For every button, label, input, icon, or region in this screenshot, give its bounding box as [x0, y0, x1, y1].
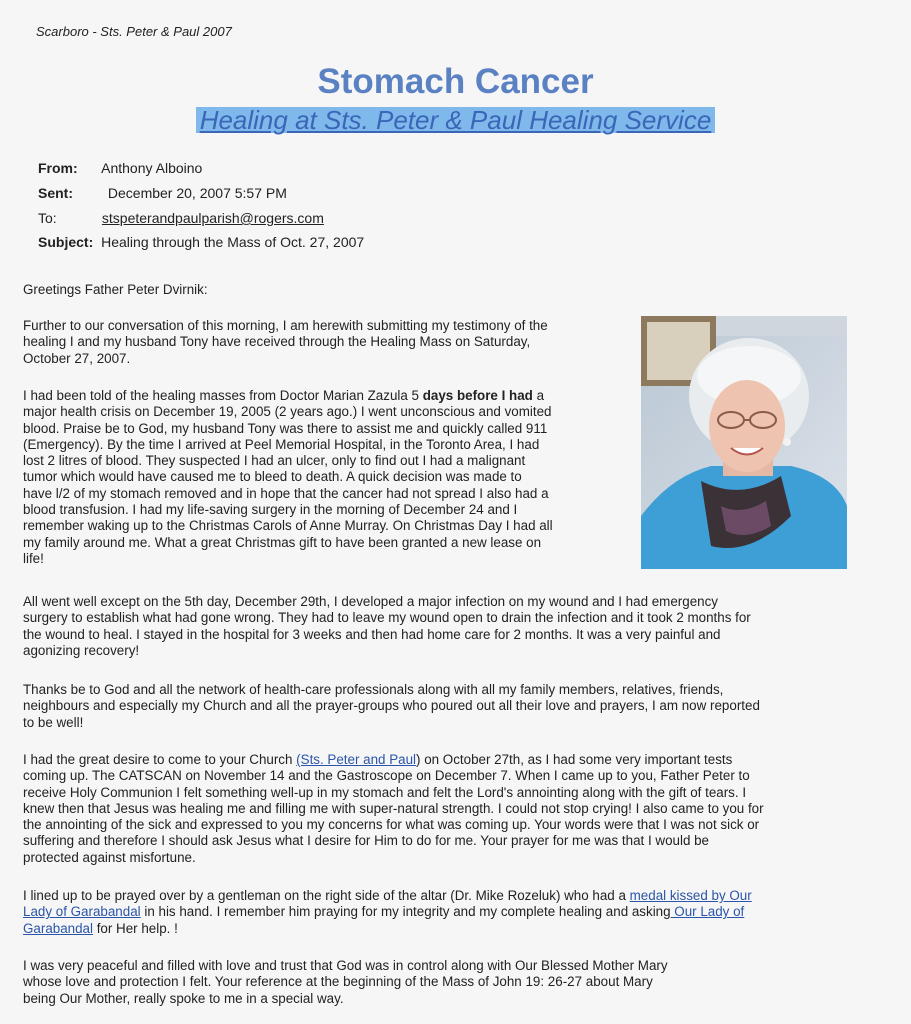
subject-value: Healing through the Mass of Oct. 27, 2007	[101, 234, 365, 250]
p2-line-first	[23, 388, 638, 404]
portrait-photo	[641, 316, 847, 569]
garabandal-link[interactable]: Our Lady of	[670, 904, 745, 920]
portrait-illustration	[641, 316, 847, 569]
header-note: Scarboro - Sts. Peter & Paul 2007	[36, 24, 232, 39]
p2-line: tumor which would have caused me to bleed to death. A quick decision was made to	[23, 469, 522, 485]
to-value[interactable]: stspeterandpaulparish@rogers.com	[101, 210, 324, 226]
p7-line: whose love and protection I felt. Your reference at the beginning of the Mass of John 19: 26-27 about Mary	[23, 974, 653, 990]
p2-text: I had been told of the healing masses from Doctor Marian Zazula 5	[23, 388, 423, 403]
p2-line: (Emergency). By the time I arrived at Peel Memorial Hospital, in the Toronto Area, I had	[23, 436, 540, 452]
p2-line: my family around me. What a great Christmas gift to have been granted a new lease on	[23, 534, 542, 550]
p2-text: a	[532, 388, 545, 403]
subtitle-container	[0, 107, 911, 134]
p6-line-1	[23, 888, 893, 904]
paragraph-3	[23, 594, 893, 659]
p5-line-first	[23, 752, 893, 768]
p3-line: All went well except on the 5th day, December 29th, I developed a major infection on my wound and I had emergency	[23, 594, 718, 609]
from-label: From:	[38, 160, 78, 176]
p2-line: blood transfusion. I had my life-saving surgery in the morning of December 24 and I	[23, 502, 518, 518]
p5-line: the annointing of the sick and expressed to you my concerns for what was coming up. Your words were that I was not sick or	[23, 817, 760, 833]
paragraph-7	[23, 958, 893, 1007]
p1-line: healing I and my husband Tony have received through the Healing Mass on Saturday,	[23, 334, 531, 350]
paragraph-4	[23, 682, 893, 731]
p1-line: Further to our conversation of this morning, I am herewith submitting my testimony of the	[23, 318, 548, 333]
from-value: Anthony Alboino	[101, 160, 203, 176]
greeting: Greetings Father Peter Dvirnik:	[23, 282, 208, 297]
sent-label: Sent:	[38, 185, 73, 201]
medal-link-continued[interactable]: Lady of Garabandal	[23, 904, 141, 920]
paragraph-5	[23, 752, 893, 866]
p2-line: lost 2 litres of blood. They suspected I had an ulcer, only to find out I had a malignant	[23, 453, 526, 469]
p4-line: neighbours and especially my Church and all the prayer-groups who poured out all their love and prayers, I am now reported	[23, 698, 760, 714]
paragraph-1	[23, 318, 633, 367]
page-title: Stomach Cancer	[317, 62, 594, 101]
subject-label: Subject:	[38, 234, 94, 250]
paragraph-6	[23, 888, 893, 937]
p2-line: major health crisis on December 19, 2005 (2 years ago.) I went unconscious and vomited	[23, 404, 552, 420]
p3-line: the wound to heal. I stayed in the hospital for 3 weeks and then had home care for 2 months. It was a very painful and	[23, 626, 721, 642]
p5-text: I had the great desire to come to your Church	[23, 752, 297, 767]
p4-line: to be well!	[23, 714, 84, 730]
p6-line-2	[23, 904, 893, 920]
email-from-row	[38, 160, 202, 176]
p5-line: receive Holy Communion I felt something well-up in my stomach and felt the Lord's annointing along with the gift of tears. I	[23, 784, 747, 800]
p6-line-3	[23, 921, 893, 937]
p2-line: have l/2 of my stomach removed and in hope that the cancer had not spread I also had a	[23, 485, 549, 501]
p6-text: for Her help. !	[92, 920, 178, 936]
email-sent-row	[38, 185, 287, 201]
page-subtitle: Healing at Sts. Peter & Paul Healing Service	[196, 107, 716, 133]
p2-bold-text: days before I had	[422, 388, 533, 403]
p2-line: blood. Praise be to God, my husband Tony was there to assist me and quickly called 911	[23, 420, 548, 436]
email-to-row	[38, 210, 324, 226]
p5-text: ) on October 27th, as I had some very important tests	[416, 752, 733, 767]
sent-value: December 20, 2007 5:57 PM	[107, 185, 287, 201]
p2-line: life!	[23, 550, 44, 566]
to-label: To:	[38, 210, 57, 226]
p6-text: in his hand. I remember him praying for my integrity and my complete healing and asking	[140, 904, 671, 920]
p6-text: I lined up to be prayed over by a gentleman on the right side of the altar (Dr. Mike Rozeluk) who had a	[23, 888, 630, 903]
p3-line: agonizing recovery!	[23, 642, 140, 658]
p7-line: I was very peaceful and filled with love and trust that God was in control along with Our Blessed Mother Mary	[23, 958, 668, 973]
p4-line: Thanks be to God and all the network of health-care professionals along with all my family members, relatives, friends,	[23, 682, 724, 697]
p7-line: being Our Mother, really spoke to me in a special way.	[23, 990, 344, 1006]
p2-line: remember waking up to the Christmas Carols of Anne Murray. On Christmas Day I had all	[23, 518, 553, 534]
p5-line: suffering and therefore I should ask Jesus what I desire for Him to do for me. Your prayer for me was that I would be	[23, 833, 710, 849]
paragraph-2	[23, 388, 638, 567]
garabandal-link-continued[interactable]: Garabandal	[23, 920, 93, 936]
p1-line: October 27, 2007.	[23, 350, 131, 366]
p5-line: knew then that Jesus was healing me and filling me with super-natural strength. I could not stop crying! I also came to you for	[23, 800, 764, 816]
p3-line: surgery to establish what had gone wrong. They had to leave my wound open to drain the infection and it took 2 months for	[23, 610, 751, 626]
p5-line: protected against misfortune.	[23, 849, 196, 865]
p5-line: coming up. The CATSCAN on November 14 and the Gastroscope on December 7. When I came up to you, Father Peter to	[23, 768, 750, 784]
church-link[interactable]: (Sts. Peter and Paul	[296, 752, 417, 767]
medal-link[interactable]: medal kissed by Our	[629, 888, 752, 903]
email-subject-row	[38, 234, 364, 250]
